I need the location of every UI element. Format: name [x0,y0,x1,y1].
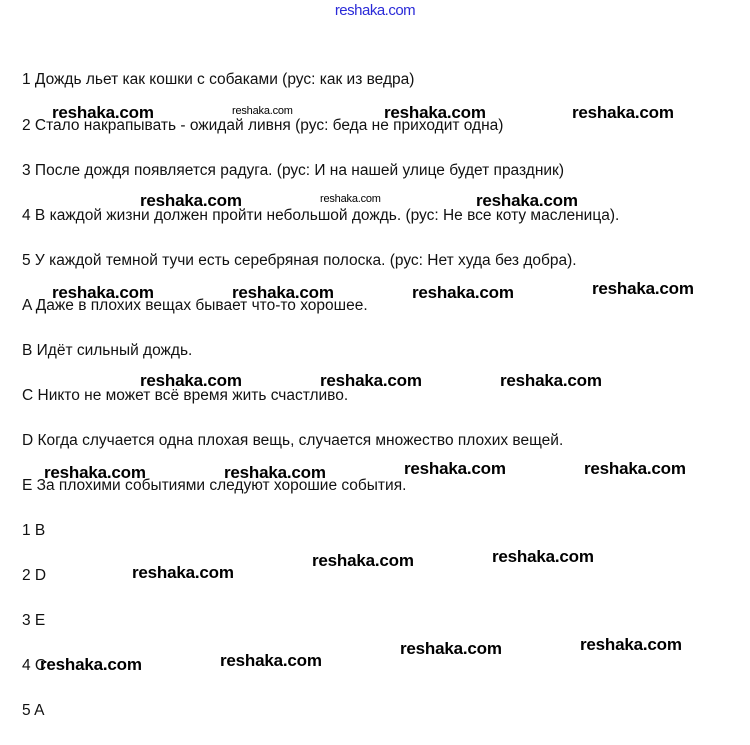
watermark: reshaka.com [40,655,142,674]
proverb-2: 2 Стало накрапывать - ожидай ливня (рус: беда не приходит одна) [22,117,504,134]
watermark: reshaka.com [592,279,694,298]
watermark: reshaka.com [476,191,578,210]
watermark: reshaka.com [492,547,594,566]
answer-3: 3 E [22,612,46,629]
watermark: reshaka.com [572,103,674,122]
proverb-4: 4 В каждой жизни должен пройти небольшой дождь. (рус: Не все коту масленица). [22,207,620,224]
watermark: reshaka.com [220,651,322,670]
answer-1: 1 B [22,522,46,539]
watermark: reshaka.com [44,463,146,482]
watermark: reshaka.com [232,105,293,117]
meaning-a: A Даже в плохих вещах бывает что-то хорошее. [22,297,368,314]
site-link[interactable]: reshaka.com [334,2,416,19]
meaning-d: D Когда случается одна плохая вещь, случается множество плохих вещей. [22,432,564,449]
answer-2: 2 D [22,567,47,584]
proverb-1: 1 Дождь льет как кошки с собаками (рус: как из ведра) [22,71,415,88]
watermark: reshaka.com [52,283,154,302]
watermark: reshaka.com [52,103,154,122]
answer-4: 4 C [22,657,47,674]
answer-5: 5 A [22,702,45,719]
watermark: reshaka.com [400,639,502,658]
proverb-5: 5 У каждой темной тучи есть серебряная полоска. (рус: Нет худа без добра). [22,252,577,269]
watermark: reshaka.com [384,103,486,122]
watermark: reshaka.com [412,283,514,302]
meaning-e: E За плохими событиями следуют хорошие события. [22,477,407,494]
watermark: reshaka.com [500,371,602,390]
meaning-c: C Никто не может всё время жить счастливо. [22,387,349,404]
watermark: reshaka.com [312,551,414,570]
watermark: reshaka.com [140,371,242,390]
watermark: reshaka.com [232,283,334,302]
proverb-3: 3 После дождя появляется радуга. (рус: И на нашей улице будет праздник) [22,162,564,179]
watermark: reshaka.com [404,459,506,478]
watermark: reshaka.com [584,459,686,478]
watermark: reshaka.com [132,563,234,582]
watermark: reshaka.com [140,191,242,210]
watermark: reshaka.com [320,193,381,205]
watermark: reshaka.com [224,463,326,482]
watermark: reshaka.com [320,371,422,390]
watermark: reshaka.com [580,635,682,654]
meaning-b: B Идёт сильный дождь. [22,342,193,359]
